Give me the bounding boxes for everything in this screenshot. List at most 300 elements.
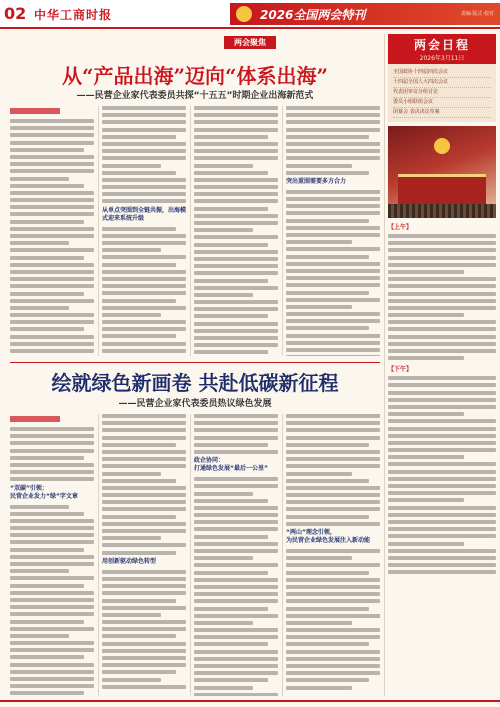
text-line [194,192,278,196]
text-line [388,462,496,466]
text-line [194,556,253,560]
text-line [10,313,94,317]
text-line [388,520,496,524]
text-line [388,491,496,495]
text-line [194,664,278,668]
text-line [102,171,176,175]
text-line [10,441,94,445]
text-line [102,270,186,274]
text-line [194,106,278,110]
sidebar-divider [384,34,385,696]
text-line [10,634,69,638]
text-line [388,470,496,474]
text-line [10,292,84,296]
text-line [194,513,278,517]
text-line [194,585,278,589]
text-line [286,635,380,639]
text-line [388,270,464,274]
text-line [286,428,380,432]
text-line [102,421,186,425]
text-line [388,484,496,488]
text-line [286,628,380,632]
text-line [194,113,278,117]
text-line [286,549,380,553]
text-line [194,350,268,354]
text-line [194,686,253,690]
text-line [10,648,94,652]
text-line [102,334,176,338]
text-line [286,334,380,338]
text-line [10,148,84,152]
text-line [194,207,268,211]
text-line [102,606,186,610]
text-line [286,614,380,618]
text-line [102,248,161,252]
text-line [10,155,94,159]
text-line [10,612,94,616]
text-line [286,291,369,295]
text-line [10,320,94,324]
text-line [388,241,496,245]
text-line [388,263,496,267]
sidebar-text [388,222,496,574]
text-line [286,436,380,440]
text-line [286,592,380,596]
text-line [286,226,380,230]
text-line [194,506,278,510]
masthead [0,0,500,30]
text-line [102,443,176,447]
text-line [102,464,186,468]
text-line [102,313,161,317]
text-line [102,185,186,189]
text-line [194,578,278,582]
column-divider [190,414,191,696]
text-line [10,162,94,166]
text-line [388,320,496,324]
text-line [194,527,278,531]
text-line [194,164,253,168]
text-line [286,247,380,251]
text-line [194,542,278,546]
text-line [286,571,369,575]
article-subhead: 从单点突围到全链共振，出海模式迎来系统升级 [102,206,186,222]
text-line [286,556,352,560]
text-line [102,414,186,418]
text-line [10,241,69,245]
text-line [102,320,186,324]
sidebar-header [388,34,496,64]
text-line [102,149,186,153]
text-line [194,300,278,304]
text-line [10,463,94,467]
text-line [388,234,496,238]
text-line [194,257,278,261]
text-line [388,455,464,459]
text-line [102,551,176,555]
text-line [10,584,84,588]
sidebar-schedule [388,34,496,700]
article2-subheadline: ——民营企业家代表委员热议绿色发展 [118,399,272,409]
text-line [194,185,278,189]
text-line [388,506,496,510]
text-line [194,264,278,268]
text-line [286,479,369,483]
text-line [10,670,94,674]
text-line [10,456,84,460]
text-line [286,283,380,287]
text-line [388,292,496,296]
text-line [194,436,278,440]
text-line [286,355,380,356]
text-line [286,464,380,468]
text-line [10,248,94,252]
article-subhead: “两山”理念引领， 为民营企业绿色发展注入新动能 [286,529,371,544]
text-line [10,277,94,281]
text-line [10,655,84,659]
text-line [194,228,253,232]
text-line [286,305,352,309]
column-divider [282,414,283,696]
text-line [286,657,380,661]
text-line [10,641,94,645]
text-line [286,472,352,476]
text-line [286,414,380,418]
text-line [286,106,380,110]
article1-column-3 [194,106,278,356]
text-line [10,605,94,609]
schedule-item: 十四届全国人大四次会议 [393,78,491,88]
text-line [286,585,380,589]
schedule-item: 全国政协十四届四次会议 [393,68,491,78]
text-line [194,563,278,567]
text-line [388,398,496,402]
text-line [10,177,69,181]
text-line [388,563,496,567]
text-line [10,198,94,202]
text-line [102,241,186,245]
article2-column-1 [10,414,94,696]
text-line [10,449,94,453]
text-line [10,477,94,481]
text-line [388,405,496,409]
text-line [194,428,278,432]
text-line [286,233,380,237]
text-line [194,599,278,603]
text-line [388,542,464,546]
text-line [102,515,176,519]
text-line [286,642,369,646]
text-line [102,428,186,432]
text-line [102,634,176,638]
top-rule [0,27,500,29]
text-line [194,520,278,524]
text-line [286,204,380,208]
text-line [194,128,278,132]
text-line [10,212,94,216]
text-line [102,164,161,168]
text-line [10,470,94,474]
text-line [286,578,380,582]
text-line [194,142,278,146]
text-line [286,255,369,259]
text-line [102,577,186,581]
text-line [10,526,94,530]
text-line [102,584,186,588]
text-line [102,106,186,110]
text-line [102,493,186,497]
text-line [194,607,268,611]
text-line [194,329,278,333]
text-line [102,642,186,646]
article-subhead: 突出重围需要多方合力 [286,177,347,185]
text-line [388,477,496,481]
text-line [286,341,380,345]
column-divider [98,106,99,356]
text-line [10,299,94,303]
text-line [388,342,496,346]
text-line [102,656,186,660]
text-line [102,507,186,511]
text-line [286,421,380,425]
text-line [102,450,186,454]
text-line [388,391,496,395]
byline [10,108,60,114]
text-line [388,419,496,423]
text-line [388,277,496,281]
text-line [10,342,94,346]
text-line [102,342,186,346]
text-line [194,450,278,454]
text-line [286,197,380,201]
article2-column-4 [286,414,380,696]
column-divider [190,106,191,356]
text-line [388,441,496,445]
text-line [194,484,278,488]
text-line [194,214,278,218]
text-line [286,607,369,611]
text-line [388,427,496,431]
text-line [286,164,352,168]
text-line [194,243,268,247]
text-line [194,322,278,326]
text-line [102,591,186,595]
text-line [194,171,268,175]
text-line [194,549,278,553]
text-line [102,291,186,295]
text-line [10,548,84,552]
text-line [286,171,369,175]
text-line [388,306,496,310]
text-line [102,142,186,146]
text-line [286,298,380,302]
text-line [286,219,369,223]
text-line [388,248,496,252]
text-line [10,141,94,145]
text-line [388,549,496,553]
text-line [194,221,278,225]
text-line [194,678,268,682]
text-line [286,156,380,160]
text-line [102,536,161,540]
banner-info: 责编·版式·校对 [460,11,494,17]
text-line [388,527,496,531]
text-line [102,192,186,196]
text-line [388,513,496,517]
text-line [286,650,380,654]
text-line [10,663,94,667]
text-line [286,493,380,497]
text-line [286,276,380,280]
schedule-item: 委员小组联组会议 [393,98,491,108]
text-line [102,678,161,682]
text-line [286,113,380,117]
text-line [388,434,496,438]
text-line [194,571,268,575]
text-line [286,240,352,244]
text-line [102,663,186,667]
text-line [102,135,176,139]
text-line [10,335,94,339]
text-line [286,450,380,454]
text-line [102,128,186,132]
text-line [194,657,278,661]
text-line [194,414,278,418]
text-line [388,327,496,331]
text-line [10,540,94,544]
text-line [10,555,94,559]
text-line [10,562,94,566]
text-line [10,220,84,224]
text-line [10,519,94,523]
article1-headline: 从“产品出海”迈向“体系出海” [61,64,328,88]
text-line [194,271,278,275]
paper-name: 中华工商时报 [34,8,113,22]
text-line [102,522,186,526]
text-line [286,443,369,447]
text-line [194,178,278,182]
text-line [194,293,253,297]
text-line [102,613,161,617]
text-line [10,434,94,438]
text-line [102,620,186,624]
text-line [388,256,496,260]
text-line [102,263,176,267]
footer-rule [0,700,500,702]
text-line [194,314,268,318]
text-line [194,535,268,539]
text-line [10,327,84,331]
text-line [286,515,369,519]
text-line [286,319,380,323]
text-line [194,199,278,203]
text-line [102,457,186,461]
text-line [194,614,278,618]
text-line [286,326,369,330]
text-line [10,620,84,624]
text-line [286,211,380,215]
text-line [102,306,186,310]
text-line [286,457,380,461]
text-line [102,486,186,490]
text-line [194,592,278,596]
text-line [286,128,380,132]
text-line [102,156,186,160]
page-number: 02 [4,4,27,23]
text-line [10,427,94,431]
schedule-item: 代表团审议分组讨论 [393,88,491,98]
text-line [10,306,69,310]
text-line [194,671,278,675]
text-line [102,113,186,117]
text-line [286,312,380,316]
article-subhead: 政企协同： 打通绿色发展“最后一公里” [194,457,268,473]
text-line [388,335,496,339]
text-line [286,500,380,504]
stage-graphic [398,174,486,204]
text-line [194,477,278,481]
text-line [10,256,84,260]
text-line [194,343,278,347]
text-line [388,313,464,317]
article2-column-2 [102,414,186,696]
emblem-icon [236,6,252,22]
text-line [388,448,496,452]
text-line [102,299,176,303]
text-line [286,120,380,124]
text-line [10,191,94,195]
text-line [194,421,278,425]
column-divider [282,106,283,356]
text-line [286,486,380,490]
text-line [10,591,94,595]
text-line [286,190,380,194]
text-line [102,479,176,483]
schedule-item: 闭幕会 表决决议草案 [393,108,491,118]
text-line [102,570,186,574]
byline [10,416,60,422]
text-line [10,126,94,130]
text-line [10,691,84,695]
text-line [194,621,253,625]
column-divider [98,414,99,696]
text-line [388,556,496,560]
text-line [102,599,176,603]
text-line [102,472,161,476]
text-line [286,686,352,690]
text-line [102,500,186,504]
text-line [194,307,278,311]
text-line [102,255,186,259]
text-line [102,436,186,440]
session-photo [388,126,496,218]
article1-column-1 [10,106,94,356]
article1-column-4 [286,106,380,356]
text-line [388,412,464,416]
text-line [102,327,186,331]
text-line [388,534,496,538]
text-line [10,263,94,267]
text-line [194,693,278,696]
text-line [102,178,186,182]
text-line [194,279,268,283]
text-line [10,533,94,537]
text-line [194,650,278,654]
text-line [10,284,94,288]
text-line [102,234,186,238]
text-line [102,543,186,547]
text-line [286,262,380,266]
